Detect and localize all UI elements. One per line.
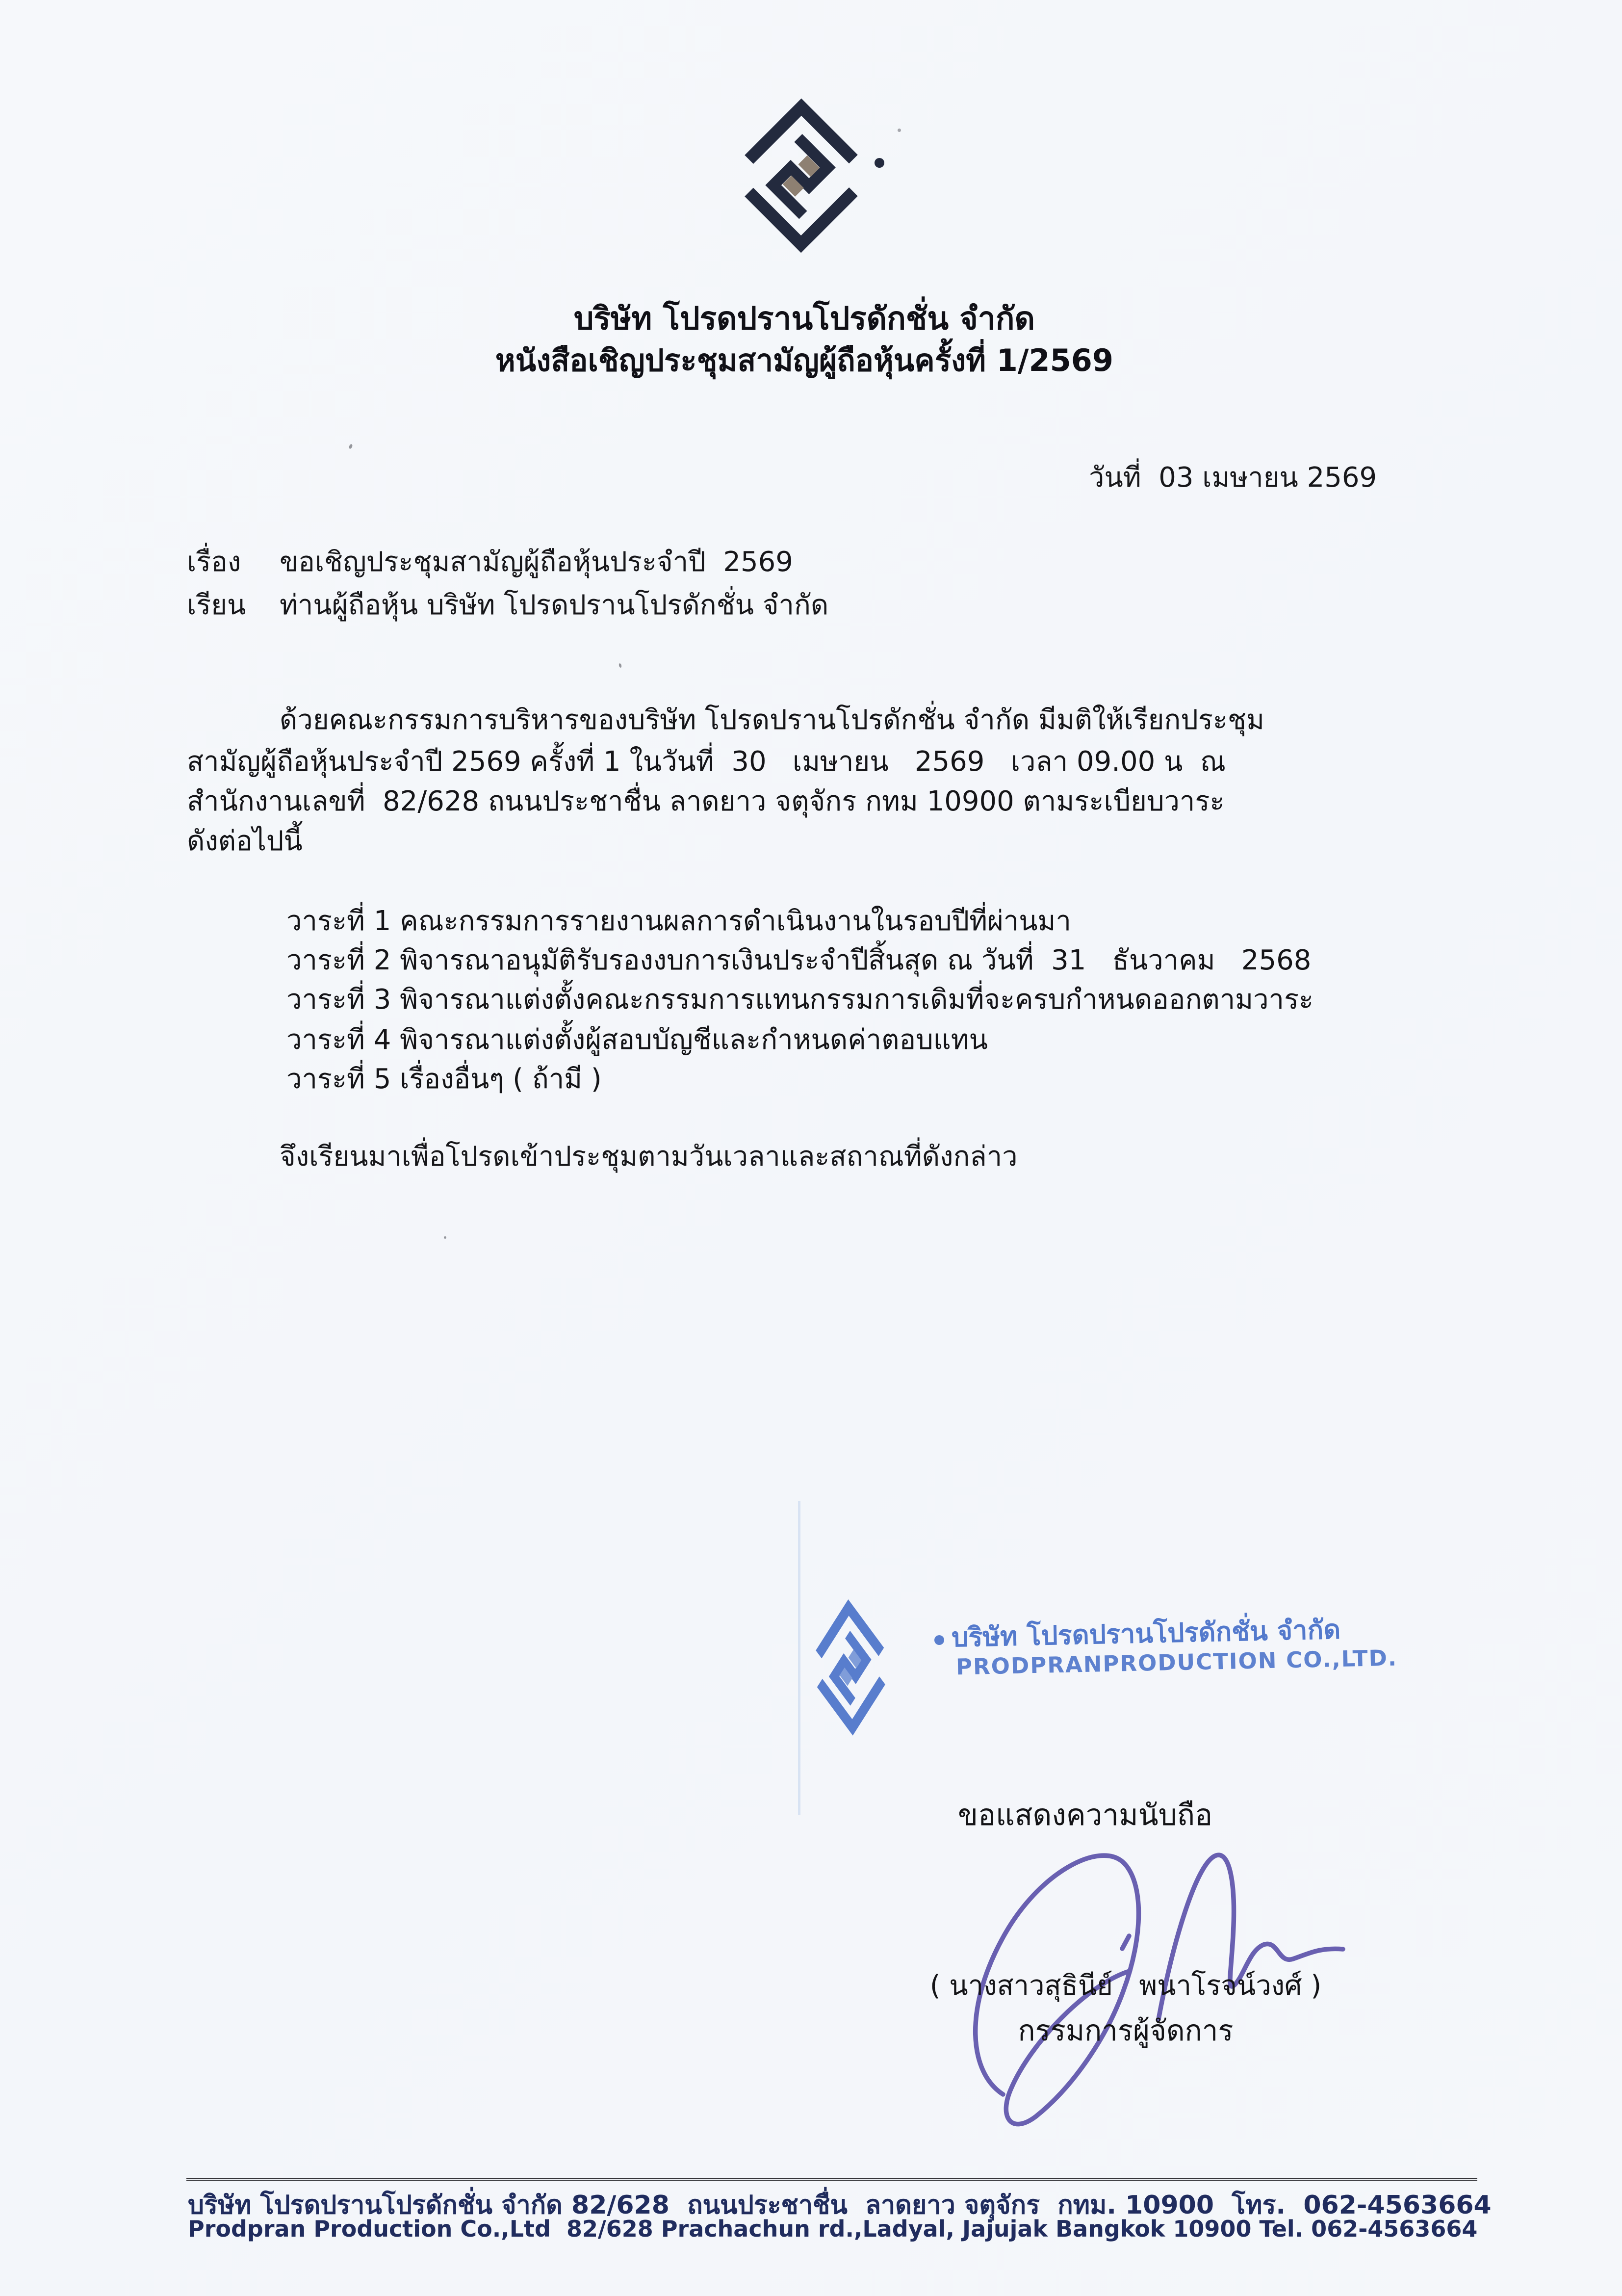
- scan-streak-artifact: [798, 1501, 800, 1815]
- stamp-diamond-logo-icon: [805, 1607, 897, 1730]
- body-line-4: ดังต่อไปนี้: [187, 825, 303, 857]
- footer-address-english: Prodpran Production Co.,Ltd 82/628 Prachachun rd.,Ladyal, Jajujak Bangkok 10900 Tel. 062-4563664: [188, 2216, 1478, 2242]
- company-name-title: บริษัท โปรดปรานโปรดักชั่น จำกัด: [573, 301, 1035, 337]
- footer-divider: [186, 2178, 1477, 2181]
- agenda-item-4: วาระที่ 4 พิจารณาแต่งตั้งผู้สอบบัญชีและกำหนดค่าตอบแทน: [286, 1024, 988, 1056]
- subject-value: ขอเชิญประชุมสามัญผู้ถือหุ้นประจำปี 2569: [280, 546, 793, 578]
- footer-address-thai: บริษัท โปรดปรานโปรดักชั่น จำกัด 82/628 ถนนประชาชื่น ลาดยาว จตุจักร กทม. 10900 โทร. 062-4563664: [188, 2191, 1492, 2220]
- document-title: หนังสือเชิญประชุมสามัญผู้ถือหุ้นครั้งที่ 1/2569: [495, 342, 1114, 378]
- stamp-company-name-thai: บริษัท โปรดปรานโปรดักชั่น จำกัด: [951, 1614, 1341, 1653]
- agenda-item-5: วาระที่ 5 เรื่องอื่นๆ ( ถ้ามี ): [286, 1063, 602, 1095]
- stamp-company-name-english: PRODPRANPRODUCTION CO.,LTD.: [955, 1644, 1398, 1680]
- agenda-item-2: วาระที่ 2 พิจารณาอนุมัติรับรองงบการเงินประจำปีสิ้นสุด ณ วันที่ 31 ธันวาคม 2568: [286, 944, 1312, 976]
- scan-speck: [444, 1236, 446, 1239]
- salutation: ขอแสดงความนับถือ: [958, 1798, 1213, 1832]
- scan-speck: [348, 444, 353, 449]
- addressee-label: เรียน: [187, 589, 246, 621]
- scan-speck: [618, 663, 622, 668]
- body-line-1: ด้วยคณะกรรมการบริหารของบริษัท โปรดปรานโปรดักชั่น จำกัด มีมติให้เรียกประชุม: [280, 704, 1264, 736]
- signer-title: กรรมการผู้จัดการ: [1018, 2014, 1234, 2047]
- agenda-item-1: วาระที่ 1 คณะกรรมการรายงานผลการดำเนินงานในรอบปีที่ผ่านมา: [286, 905, 1071, 937]
- scan-speck: [898, 129, 901, 132]
- addressee-value: ท่านผู้ถือหุ้น บริษัท โปรดปรานโปรดักชั่น จำกัด: [280, 589, 829, 621]
- body-line-3: สำนักงานเลขที่ 82/628 ถนนประชาชื่น ลาดยาว จตุจักร กทม 10900 ตามระเบียบวาระ: [187, 785, 1225, 817]
- closing-line: จึงเรียนมาเพื่อโปรดเข้าประชุมตามวันเวลาและสถาณที่ดังกล่าว: [280, 1141, 1018, 1173]
- stamp-bullet-dot: [934, 1635, 944, 1645]
- company-diamond-logo-icon: [728, 108, 890, 245]
- subject-label: เรื่อง: [187, 546, 241, 578]
- signer-name: ( นางสาวสุธินีย์ พนาโรจน์วงศ์ ): [929, 1970, 1322, 2002]
- date-line: วันที่ 03 เมษายน 2569: [1089, 462, 1377, 494]
- agenda-item-3: วาระที่ 3 พิจารณาแต่งตั้งคณะกรรมการแทนกรรมการเดิมที่จะครบกำหนดออกตามวาระ: [286, 984, 1314, 1016]
- company-stamp: [805, 1607, 897, 1730]
- body-line-2: สามัญผู้ถือหุ้นประจำปี 2569 ครั้งที่ 1 ในวันที่ 30 เมษายน 2569 เวลา 09.00 น ณ: [187, 746, 1226, 778]
